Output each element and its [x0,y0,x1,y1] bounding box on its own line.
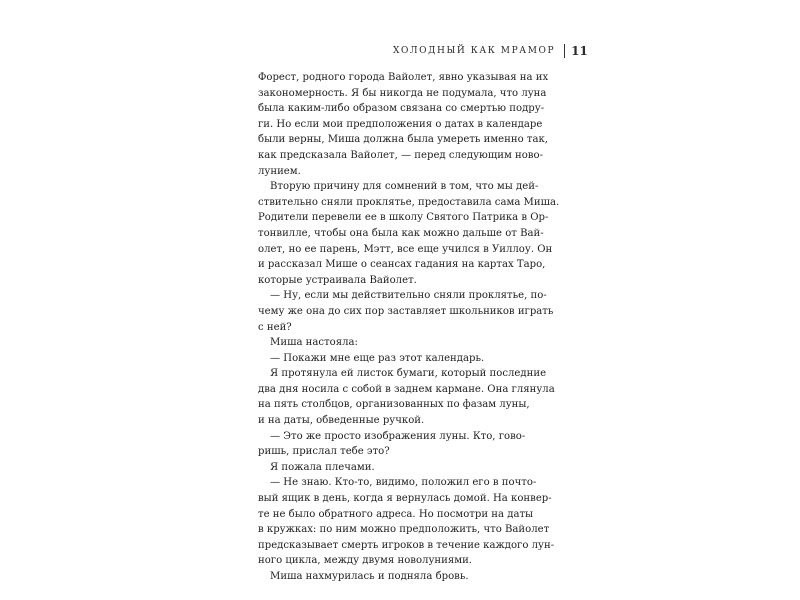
text-line: чему же она до сих пор заставляет школьников играть [258,305,554,317]
text-line: те не было обратного адреса. Но посмотри на даты [258,508,534,520]
text-line: Форест, родного города Вайолет, явно указывая на их [258,72,549,83]
text-line: в кружках: по ним можно предположить, что Вайолет [258,524,550,536]
text-line: были верны, Миша должна была умереть именно так, [258,134,549,146]
text-line: закономерность. Я бы никогда не подумала, что луна [258,87,547,99]
page-number: 11 [571,44,588,58]
running-head-divider [564,44,565,58]
text-line: тонвилле, чтобы она была как можно дальше от Вай- [258,227,544,239]
text-line: Миша нахмурилась и подняла бровь. [270,571,469,582]
text-line: с ней? [258,321,292,333]
running-head-title: ХОЛОДНЫЙ КАК МРАМОР [393,46,556,56]
text-line: два дня носила с собой в заднем кармане. Она глянула [258,383,555,395]
text-line: олет, но ее парень, Мэтт, все еще учился в Уиллоу. Он [258,243,553,255]
text-line: ги. Но если мои предположения о датах в календаре [258,118,543,130]
text-line: Вторую причину для сомнений в том, что мы дей- [270,181,539,193]
text-line: ствительно сняли проклятье, предоставила сама Миша. [258,196,560,208]
text-line: лунием. [258,165,301,177]
text-line: предсказывает смерть игроков в течение каждого лун- [258,539,555,551]
text-line: Родители перевели ее в школу Святого Патрика в Ор- [258,212,549,224]
running-head [393,44,588,58]
text-line: которые устраивала Вайолет. [258,274,417,286]
text-line: на пять столбцов, организованных по фазам луны, [258,399,530,411]
text-line: Я протянула ей листок бумаги, который последние [270,368,547,380]
text-line: — Это же просто изображения луны. Кто, гово- [270,430,526,442]
text-line: — Покажи мне еще раз этот календарь. [270,352,485,364]
text-line: ного цикла, между двумя новолуниями. [258,555,473,567]
body-text [258,70,560,585]
text-line: — Не знаю. Кто-то, видимо, положил его в почто- [270,477,537,489]
text-line: и рассказал Мише о сеансах гадания на картах Таро, [258,259,546,271]
text-line: была каким-либо образом связана со смертью подру- [258,103,545,115]
text-line: Я пожала плечами. [270,461,375,473]
text-line: вый ящик в день, когда я вернулась домой. На конвер- [258,493,552,505]
text-line: как предсказала Вайолет, — перед следующим ново- [258,149,543,161]
text-line: и на даты, обведенные ручкой. [258,415,425,427]
text-line: Миша настояла: [270,337,358,349]
text-line: — Ну, если мы действительно сняли проклятье, по- [270,290,547,302]
text-line: ришь, прислал тебе это? [258,446,390,458]
